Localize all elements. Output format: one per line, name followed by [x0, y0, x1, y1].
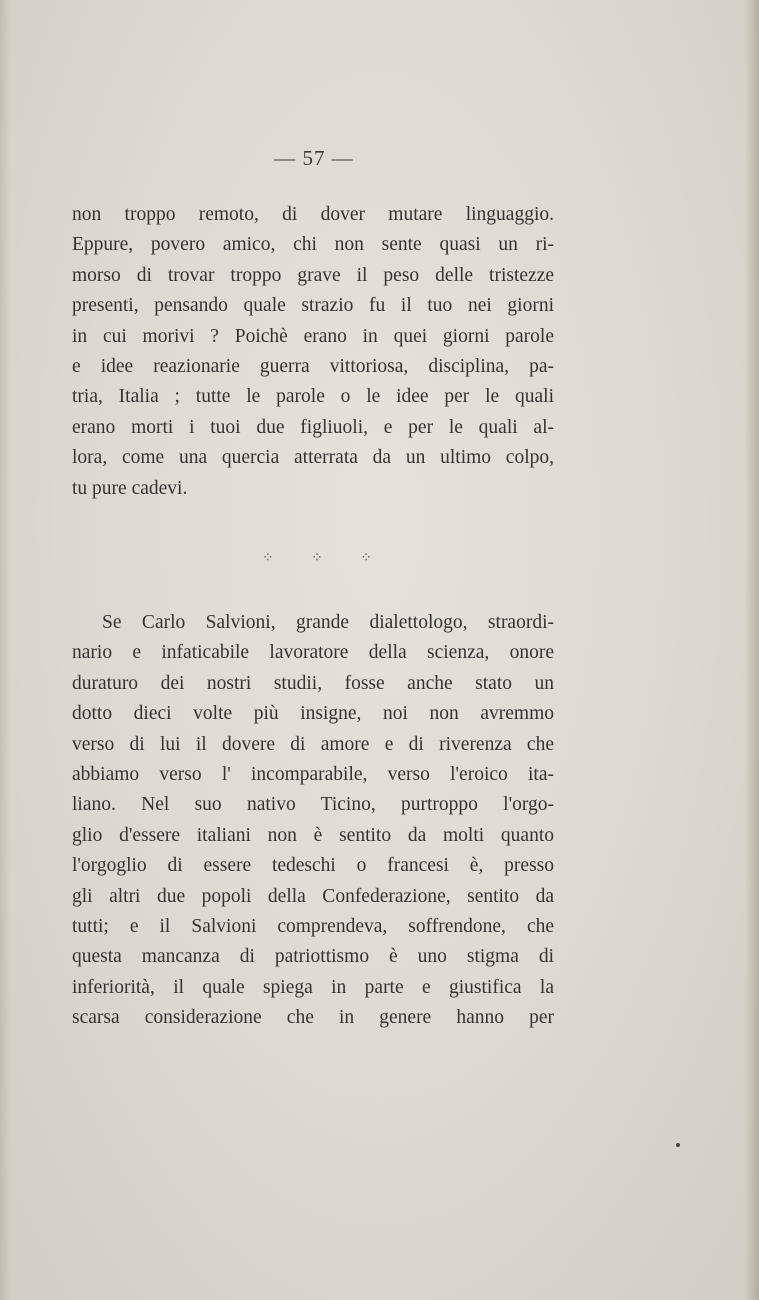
- separator-mark: ⁘: [360, 551, 372, 566]
- text-line: questa mancanza di patriottismo è uno stigma di: [72, 946, 554, 968]
- text-line: e idee reazionarie guerra vittoriosa, disciplina, pa-: [72, 356, 554, 378]
- text-line: duraturo dei nostri studii, fosse anche stato un: [72, 672, 554, 694]
- page-number: — 57 —: [274, 146, 354, 170]
- text-line: morso di trovar troppo grave il peso delle tristezze: [72, 264, 554, 286]
- text-line: abbiamo verso l' incomparabile, verso l'eroico ita-: [72, 764, 554, 786]
- paragraph-1: [72, 200, 554, 504]
- text-line: in cui morivi ? Poichè erano in quei giorni parole: [72, 325, 554, 347]
- page-right-edge: [745, 0, 759, 1300]
- paragraph-2: [72, 608, 554, 1034]
- text-line: tria, Italia ; tutte le parole o le idee per le quali: [72, 386, 554, 408]
- text-line: liano. Nel suo nativo Ticino, purtroppo l'orgo-: [72, 794, 554, 816]
- text-line: glio d'essere italiani non è sentito da molti quanto: [72, 824, 554, 846]
- text-line: non troppo remoto, di dover mutare linguaggio.: [72, 204, 554, 225]
- section-separator: [262, 550, 372, 567]
- text-line: verso di lui il dovere di amore e di riverenza che: [72, 733, 554, 755]
- text-line: tu pure cadevi.: [72, 477, 188, 499]
- page-left-edge: [0, 0, 10, 1300]
- text-line: dotto dieci volte più insigne, noi non avremmo: [72, 703, 554, 725]
- text-line: l'orgoglio di essere tedeschi o francesi è, presso: [72, 855, 554, 877]
- text-line: Se Carlo Salvioni, grande dialettologo, straordi-: [102, 612, 554, 633]
- text-line: presenti, pensando quale strazio fu il tuo nei giorni: [72, 295, 554, 317]
- text-line: tutti; e il Salvioni comprendeva, soffrendone, che: [72, 916, 554, 938]
- text-line: inferiorità, il quale spiega in parte e giustifica la: [72, 976, 554, 998]
- text-line: erano morti i tuoi due figliuoli, e per le quali al-: [72, 416, 554, 438]
- text-line: gli altri due popoli della Confederazione, sentito da: [72, 885, 554, 907]
- text-line: nario e infaticabile lavoratore della scienza, onore: [72, 642, 554, 664]
- separator-mark: ⁘: [311, 551, 323, 566]
- text-line: lora, come una quercia atterrata da un ultimo colpo,: [72, 447, 554, 469]
- text-line: Eppure, povero amico, chi non sente quasi un ri-: [72, 234, 554, 256]
- text-line: scarsa considerazione che in genere hanno per: [72, 1007, 554, 1029]
- separator-mark: ⁘: [262, 551, 274, 566]
- ink-speck: [676, 1143, 680, 1147]
